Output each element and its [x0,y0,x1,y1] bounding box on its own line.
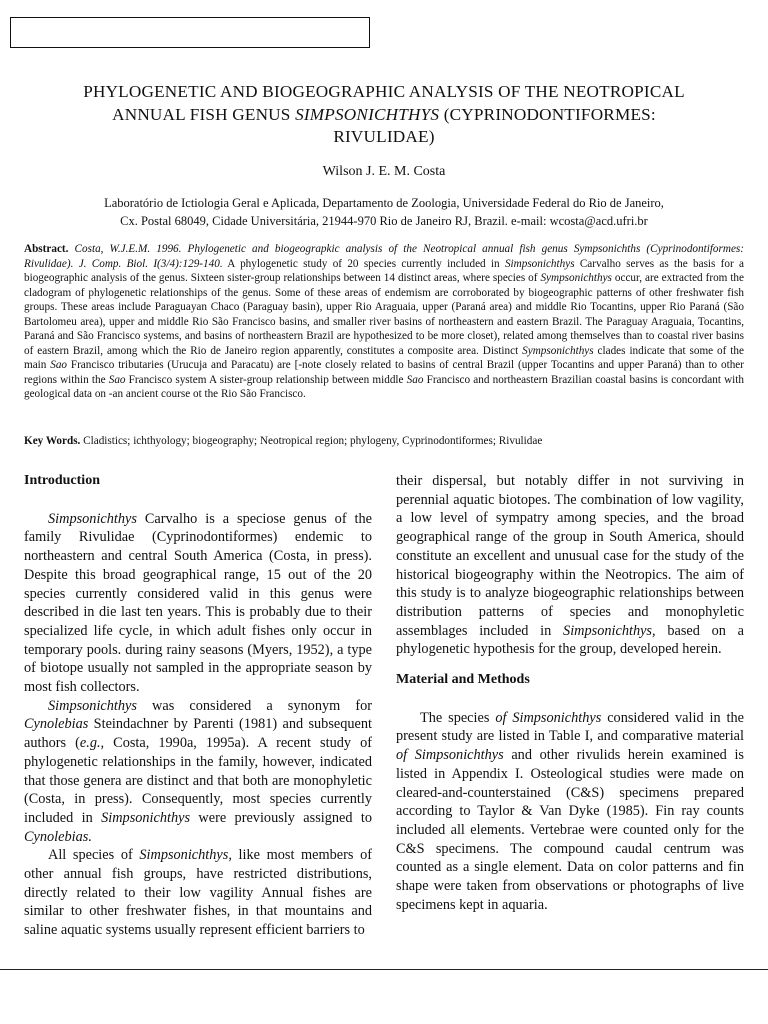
abbrev: e.g., [79,735,105,752]
abstract-place: Sao [50,359,67,372]
author: Wilson J. E. M. Costa [322,164,446,179]
title-text: (CYPRINODONTIFORMES: [439,104,656,124]
abstract-genus: Sympsonichthys [540,272,612,285]
genus-name: of Simpsonichthys [495,709,602,726]
genus-name: Simpsonichthys [48,697,137,714]
right-column [396,472,744,914]
keywords [24,434,744,449]
paragraph-text: All species of [48,847,140,864]
affiliation [20,194,748,230]
abstract-text: occur, are extracted from the cladogram of phylogenetic relationships of the genus. Some of these areas of endemism are corroborated by biogeographic patterns of other freshwater fish groups. These areas include Paraguayan Chaco (Paraguay basin), upper Rio Araguaia, upper (Paraná area) and middle Rio Tocantins, upper Rio Paraná (São Bartolomeu area), upper and middle Rio São Francisco basins, and smaller river basins of northeastern and eastern Brazil. The Paraguay Araguaia, Tocantins, Paraná and São Francisco systems, and basins of northeastern Brazil are hypothesized to be more closet), related among themselves than to coastal river basins of eastern Brazil, among which the Rio de Janeiro region apparently, constitutes a composite area. Distinct [24,272,744,357]
genus-name: Simpsonichthys, [563,622,656,639]
paragraph-text: their dispersal, but notably differ in not surviving in perennial aquatic biotopes. The combination of low vagility, a low level of sympatry among species, and the broad geographical range of the group in South America, should constitute an excellent and unusual case for the study of the historical biogeography within the Neotropics. The aim of this study is to analyze biogeographic relationships between distribution patterns of species and monophyletic assemblages included in [396,473,744,639]
affiliation-line-2: Cx. Postal 68049, Cidade Universitária, 21944-970 Rio de Janeiro RJ, Brazil. e-mail: wcosta@acd.ufri.br [120,214,648,228]
genus-name: Simpsonichthys [48,510,137,527]
abstract-text: Carvalho serves as the basis for a biogeographic analysis of the genus. Sixteen sister-group relationships between 14 distinct areas, where species of [24,257,744,285]
abstract-text: A phylogenetic study of 20 species currently included in [222,257,505,270]
abstract-citation: Costa, W.J.E.M. 1996. Phylogenetic and biogeograpkic analysis of the Neotropical annual fish genus Sympsonichths (Cyprinodontiformes: Rivulidae). J. Comp. Biol. I(3/4):129-140. [24,243,744,270]
genus-name: Cynolebias. [24,828,92,845]
abstract [24,242,744,402]
abstract-place: Sao [406,373,424,386]
paragraph-text: considered valid in the present study are listed in Table I, and comparative material [396,709,744,745]
paragraph-text: The species [420,709,496,726]
abstract-text: Francisco system A sister-group relationship between middle [125,373,407,386]
paragraph-text: Costa, 1990a, 1995a). A recent study of phylogenetic relationships in the family, however, indicated that those genera are distinct and that both are monophyletic (Costa, in press). Consequently, most species currently included in [24,735,372,826]
spacer [396,690,744,709]
abstract-text: Francisco tributaries (Urucuja and Paracatu) are [-note closely related to basins of central Brazil (upper Tocantins and upper Paraná) than to other regions within the [24,359,744,386]
methods-heading: Material and Methods [396,672,530,688]
methods-paragraph-1 [396,709,744,915]
title-line-3: RIVULIDAE) [333,127,435,146]
paragraph-text: like most members of other annual fish groups, have restricted distributions, directly related to their low vagility Annual fishes are similar to other freshwater fishes, in that mountains and saline aquatic systems usually represent efficient barriers to [24,847,373,939]
paper-title [20,81,748,149]
title-genus: SIMPSONICHTHYS [295,104,440,124]
title-text: ANNUAL FISH GENUS [112,104,296,124]
genus-name: Cynolebias [24,716,89,733]
intro-paragraph-3-continued [396,472,744,659]
genus-name: Simpsonichthys [101,809,191,826]
abstract-text: clades indicate that some of the main [24,344,744,372]
paragraph-text: based on a phylogenetic hypothesis for the group, developed herein. [396,622,744,658]
abstract-genus: Simpsonichthys [504,257,575,270]
title-line-1: PHYLOGENETIC AND BIOGEOGRAPHIC ANALYSIS OF THE NEOTROPICAL [83,82,685,101]
abstract-text: Francisco and northeastern Brazilian coastal basins is concordant with geological data on -an ancient course ot the Rio São Francisco. [24,373,744,401]
genus-name: Simpsonichthys, [139,847,232,864]
spacer [396,659,744,671]
genus-name: of Simpsonichthys [396,747,504,764]
paragraph-text: and other rivulids herein examined is listed in Appendix I. Osteological studies were made on cleared-and-counterstained (C&S) specimens prepared according to Taylor & Van Dyke (1985). Fin ray counts included all elements. Vertebrae were counted only for the C&S specimens. The compound caudal centrum was counted as a single element. Data on color patterns and fin shape were taken from observations or photographs of live specimens kept in aquaria. [396,747,744,913]
affiliation-line-1: Laboratório de Ictiologia Geral e Aplicada, Departamento de Zoologia, Universidade Federal do Rio de Janeiro, [104,196,664,210]
abstract-genus: Sympsonichthys [522,344,594,357]
abstract-place: Sao [108,373,126,386]
spacer [24,491,372,510]
header-box [10,17,370,48]
introduction-heading: Introduction [24,473,100,488]
intro-paragraph-1 [24,510,372,697]
footer-rule [0,969,768,970]
paragraph-text: Steindachner by Parenti (1981) and subsequent authors ( [24,716,372,752]
intro-paragraph-3 [24,846,372,940]
paragraph-text: was considered a synonym for [136,697,372,714]
paragraph-text: Carvalho is a speciose genus of the family Rivulidae (Cyprinodontiformes) endemic to northeastern and central South America (Costa, in press). Despite this broad geographical range, 15 out of the 20 species currently considered valid in this genus were described in die last ten years. This is probably due to their specialized life cycle, in which adult fishes only occur in temporary pools. during rainy seasons (Myers, 1952), a type of biotope usually not sampled in the appropriate season by most fish collectors. [24,510,372,696]
title-line-2 [20,104,748,127]
keywords-text: Cladistics; ichthyology; biogeography; Neotropical region; phylogeny, Cyprinodontiformes; Rivulidae [80,435,543,447]
keywords-label: Key Words. [24,435,81,447]
paragraph-text: were previously assigned to [190,809,373,826]
abstract-label: Abstract. [24,243,69,255]
intro-paragraph-2 [24,697,372,847]
left-column [24,472,372,940]
